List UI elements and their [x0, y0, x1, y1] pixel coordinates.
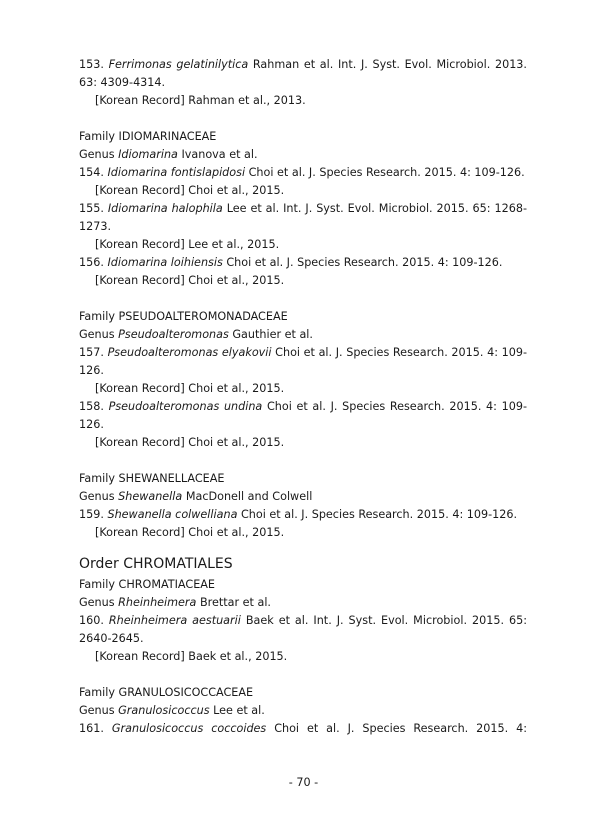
species-name: Idiomarina fontislapidosi	[107, 166, 246, 179]
species-name: Granulosicoccus coccoides	[111, 722, 267, 735]
genus-heading: Genus Rheinheimera Brettar et al.	[79, 596, 271, 609]
document-page	[79, 56, 527, 738]
korean-record: [Korean Record] Baek et al., 2015.	[95, 650, 288, 663]
family-heading: Family CHROMATIACEAE	[79, 578, 215, 591]
species-name: Rheinheimera aestuarii	[108, 614, 241, 627]
species-entry-153: 153. Ferrimonas gelatinilytica Rahman et al. Int. J. Syst. Evol. Microbiol. 2013. 63: 4309-4314.	[79, 58, 527, 89]
family-heading: Family GRANULOSICOCCACEAE	[79, 686, 254, 699]
species-name: Pseudoalteromonas elyakovii	[107, 346, 272, 359]
species-name: Shewanella colwelliana	[107, 508, 238, 521]
species-entry-154: 154. Idiomarina fontislapidosi Choi et al. J. Species Research. 2015. 4: 109-126.	[79, 166, 525, 179]
korean-record: [Korean Record] Choi et al., 2015.	[95, 274, 285, 287]
genus-heading: Genus Idiomarina Ivanova et al.	[79, 148, 258, 161]
korean-record: [Korean Record] Choi et al., 2015.	[95, 184, 285, 197]
species-entry-157: 157. Pseudoalteromonas elyakovii Choi et al. J. Species Research. 2015. 4: 109-126.	[79, 346, 527, 377]
genus-heading: Genus Shewanella MacDonell and Colwell	[79, 490, 313, 503]
species-name: Ferrimonas gelatinilytica	[108, 58, 249, 71]
species-name: Idiomarina loihiensis	[107, 256, 223, 269]
korean-record: [Korean Record] Choi et al., 2015.	[95, 382, 285, 395]
family-heading: Family IDIOMARINACEAE	[79, 130, 217, 143]
species-entry-158: 158. Pseudoalteromonas undina Choi et al. J. Species Research. 2015. 4: 109-126.	[79, 400, 527, 431]
species-name: Idiomarina halophila	[107, 202, 223, 215]
korean-record: [Korean Record] Lee et al., 2015.	[95, 238, 280, 251]
korean-record: [Korean Record] Choi et al., 2015.	[95, 436, 285, 449]
species-entry-155: 155. Idiomarina halophila Lee et al. Int. J. Syst. Evol. Microbiol. 2015. 65: 1268-1273.	[79, 202, 527, 233]
species-entry-161: 161. Granulosicoccus coccoides Choi et al. J. Species Research. 2015. 4:	[79, 722, 527, 735]
species-entry-160: 160. Rheinheimera aestuarii Baek et al. Int. J. Syst. Evol. Microbiol. 2015. 65: 2640-2645.	[79, 614, 527, 645]
family-heading: Family SHEWANELLACEAE	[79, 472, 225, 485]
family-heading: Family PSEUDOALTEROMONADACEAE	[79, 310, 288, 323]
korean-record: [Korean Record] Rahman et al., 2013.	[95, 94, 306, 107]
species-name: Pseudoalteromonas undina	[108, 400, 263, 413]
species-entry-156: 156. Idiomarina loihiensis Choi et al. J. Species Research. 2015. 4: 109-126.	[79, 256, 503, 269]
page-number: - 70 -	[288, 776, 319, 789]
genus-heading: Genus Granulosicoccus Lee et al.	[79, 704, 265, 717]
species-entry-159: 159. Shewanella colwelliana Choi et al. J. Species Research. 2015. 4: 109-126.	[79, 508, 518, 521]
genus-heading: Genus Pseudoalteromonas Gauthier et al.	[79, 328, 313, 341]
korean-record: [Korean Record] Choi et al., 2015.	[95, 526, 285, 539]
order-heading: Order CHROMATIALES	[79, 556, 233, 572]
